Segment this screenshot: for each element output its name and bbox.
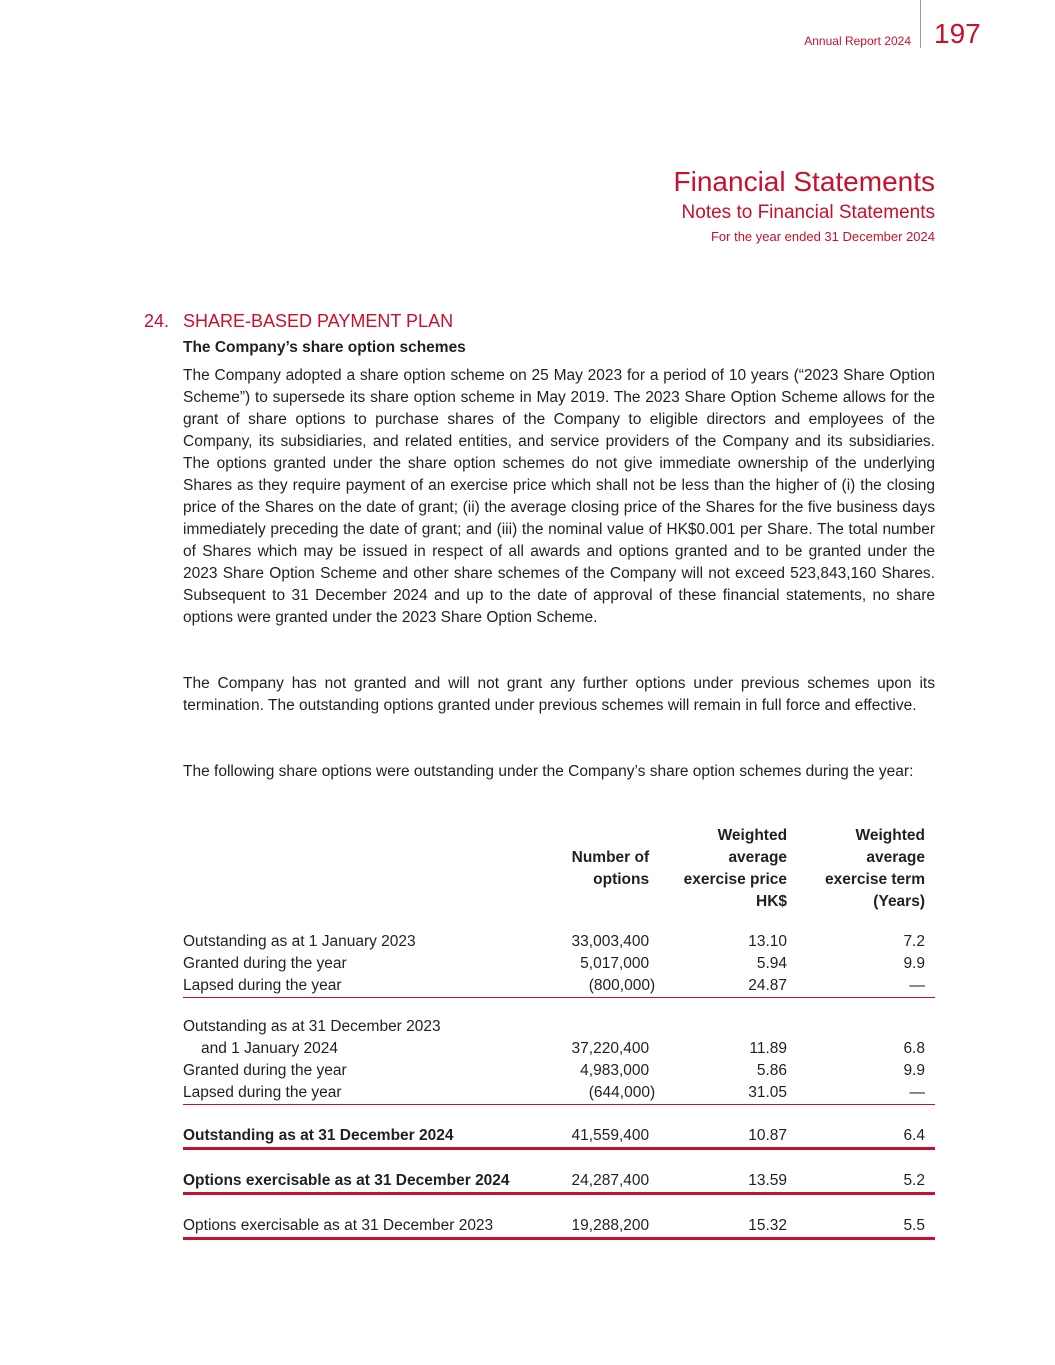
page-number: 197 [934, 18, 981, 49]
page-subtitle: Notes to Financial Statements [681, 202, 935, 223]
table-row [183, 1082, 935, 1105]
table-row [183, 975, 935, 998]
share-options-table [183, 825, 935, 1240]
table-header-row [183, 847, 935, 869]
row-label: Granted during the year [183, 1062, 347, 1079]
row-term: 7.2 [903, 933, 925, 950]
table-row [183, 1060, 935, 1082]
header-options-l2: options [593, 871, 650, 888]
header-price-l4: HK$ [756, 893, 788, 910]
row-label: Outstanding as at 31 December 2023 [183, 1018, 441, 1035]
row-price: 24.87 [659, 975, 797, 998]
row-price: 5.86 [756, 1062, 788, 1079]
row-label: Options exercisable as at 31 December 2024 [183, 1170, 527, 1194]
header-price-l3: exercise price [683, 871, 788, 888]
paragraph-scheme-description: The Company adopted a share option scheme on 25 May 2023 for a period of 10 years (“2023 Share Option Scheme”) to supersede its share option scheme in May 2019. The 2023 Share Option Scheme allows for the grant of share options to purchase shares of the Company to eligible directors and employees of the Company, its subsidiaries, and related entities, and service providers of the Company and its subsidiaries. The options granted under the share option schemes do not give immediate ownership of the underlying Shares as they require payment of an exercise price which shall not be less than the higher of (i) the closing price of the Shares on the date of grant; (ii) the average closing price of the Shares for the five business days immediately preceding the date of grant; and (iii) the nominal value of HK$0.001 per Share. The total number of Shares which may be issued in respect of all awards and options granted and to be granted under the 2023 Share Option Scheme and other share schemes of the Company will not exceed 523,843,160 Shares. Subsequent to 31 December 2024 and up to the date of approval of these financial statements, no share options were granted under the 2023 Share Option Scheme. [183, 367, 935, 626]
header-options-l1: Number of [571, 849, 650, 866]
table-header-row [183, 869, 935, 891]
header-term-l3: exercise term [825, 871, 925, 888]
row-label: Options exercisable as at 31 December 2023 [183, 1215, 527, 1239]
header-term-l1: Weighted [855, 827, 925, 844]
table-row-exercisable-2023 [183, 1215, 935, 1239]
row-term: — [797, 1082, 935, 1105]
section-number: 24. [144, 311, 170, 331]
row-options: 41,559,400 [527, 1125, 659, 1149]
table-spacer [183, 1149, 935, 1171]
row-price: 5.94 [756, 955, 788, 972]
row-term: — [797, 975, 935, 998]
header-options [527, 825, 659, 847]
row-options: (644,000) [527, 1082, 659, 1105]
report-name: Annual Report 2024 [804, 34, 911, 48]
row-label: Outstanding as at 1 January 2023 [183, 933, 416, 950]
row-label: Lapsed during the year [183, 975, 527, 998]
table-header-row [183, 891, 935, 913]
row-label: Outstanding as at 31 December 2024 [183, 1125, 527, 1149]
row-options: 19,288,200 [527, 1215, 659, 1239]
paragraph-previous-schemes: The Company has not granted and will not grant any further options under previous schemes upon its termination. The outstanding options granted under previous schemes will remain in full force and effective. [183, 675, 935, 714]
row-price: 13.10 [748, 933, 788, 950]
row-term: 5.5 [797, 1215, 935, 1239]
row-price: 11.89 [749, 1040, 788, 1057]
row-options: 24,287,400 [527, 1170, 659, 1194]
row-options: 37,220,400 [571, 1040, 650, 1057]
table-header-row [183, 825, 935, 847]
row-price: 10.87 [659, 1125, 797, 1149]
row-options: 5,017,000 [580, 955, 650, 972]
row-term: 9.9 [903, 1062, 925, 1079]
table-spacer [183, 998, 935, 1017]
row-price: 31.05 [659, 1082, 797, 1105]
table-row [183, 1016, 935, 1038]
row-options: (800,000) [527, 975, 659, 998]
row-term: 6.4 [797, 1125, 935, 1149]
header-term-l2: average [866, 849, 925, 866]
row-price: 13.59 [659, 1170, 797, 1194]
row-term: 6.8 [903, 1040, 925, 1057]
table-row [183, 931, 935, 953]
header-divider [920, 0, 921, 48]
paragraph-table-intro: The following share options were outstanding under the Company’s share option schemes during the year: [183, 763, 914, 780]
row-label: Lapsed during the year [183, 1082, 527, 1105]
table-spacer [183, 1105, 935, 1126]
row-price: 15.32 [659, 1215, 797, 1239]
row-label: Granted during the year [183, 955, 347, 972]
header-price-l1: Weighted [717, 827, 788, 844]
row-term: 5.2 [797, 1170, 935, 1194]
table-row-total [183, 1125, 935, 1149]
row-options: 33,003,400 [571, 933, 650, 950]
table-spacer [183, 1194, 935, 1216]
row-term: 9.9 [903, 955, 925, 972]
table-spacer [183, 913, 935, 931]
table-row [183, 1038, 935, 1060]
section-subtitle: The Company’s share option schemes [183, 339, 466, 356]
page-title: Financial Statements [673, 166, 935, 197]
table-row-exercisable-2024 [183, 1170, 935, 1194]
row-options: 4,983,000 [580, 1062, 650, 1079]
header-price-l2: average [728, 849, 788, 866]
section-title: SHARE-BASED PAYMENT PLAN [183, 311, 454, 331]
table-row [183, 953, 935, 975]
header-term-l4: (Years) [873, 893, 925, 910]
page-title-block [674, 165, 935, 247]
period-label: For the year ended 31 December 2024 [710, 229, 935, 244]
row-label-continued: and 1 January 2024 [201, 1040, 339, 1057]
